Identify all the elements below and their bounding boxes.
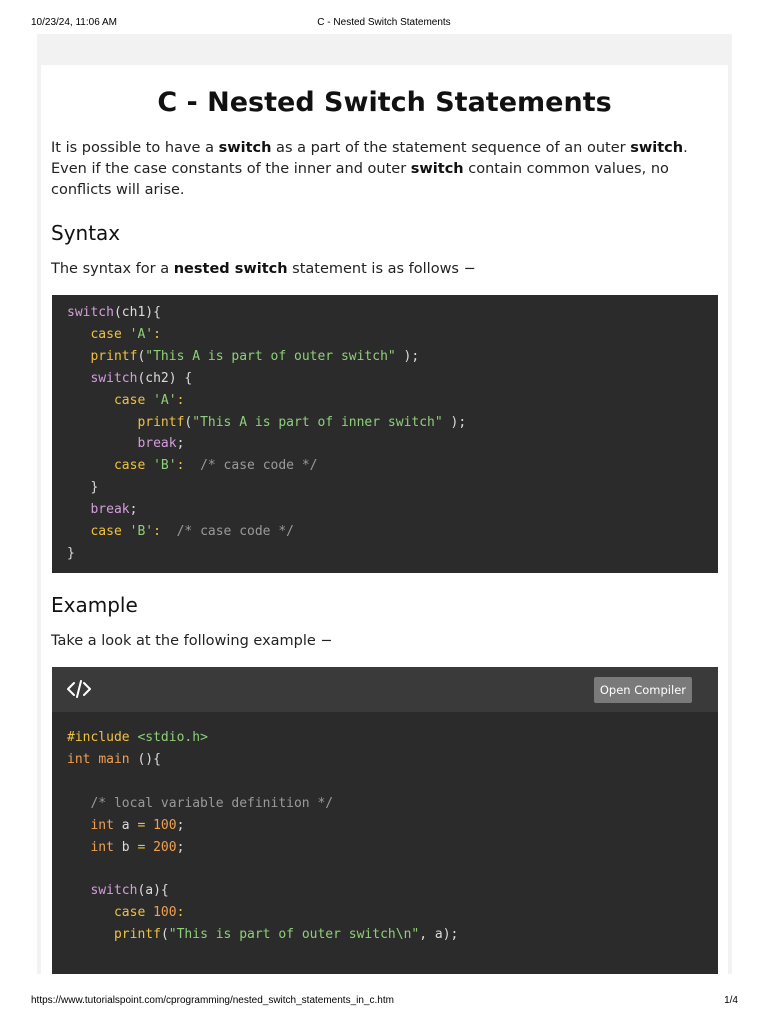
code-line: switch(ch2) { [90,370,193,386]
syntax-heading: Syntax [51,221,121,245]
example-code [52,712,718,946]
example-heading: Example [51,593,138,617]
open-compiler-button[interactable]: Open Compiler [594,677,692,703]
print-page-title: C - Nested Switch Statements [317,17,451,28]
code-line: int b = 200; [90,839,185,855]
code-toolbar [52,667,718,712]
code-brackets-icon [67,680,91,698]
code-line: int a = 100; [90,817,185,833]
code-line: printf("This A is part of inner switch" ); [137,414,467,430]
code-line: } [67,480,99,496]
code-line: switch(a){ [90,883,169,899]
syntax-code-block [52,295,718,573]
code-line: break; [90,502,138,518]
code-line: case 'B': /* case code */ [90,524,294,540]
article-card [41,65,728,974]
print-footer [0,995,768,1009]
code-line: case 'B': /* case code */ [113,458,318,474]
intro-paragraph: It is possible to have a switch as a part of the statement sequence of an outer switch. Even if the case constants of the inner and outer switch contain common values, no conflicts will arise. [51,140,688,198]
example-paragraph: Take a look at the following example − [51,633,333,649]
page-frame [37,34,732,974]
code-line: int main (){ [67,751,161,767]
code-line: switch(ch1){ [67,305,161,320]
syntax-code [52,295,718,565]
code-line: case 'A': [90,326,161,342]
code-line: } [67,545,75,561]
print-page-number: 1/4 [724,995,738,1006]
code-line: #include <stdio.h> [67,730,208,745]
code-line [67,858,718,880]
code-line: break; [137,436,185,452]
code-line: /* local variable definition */ [90,795,334,811]
code-line: case 'A': [113,392,185,408]
code-line: printf("This is part of outer switch\n", a); [113,927,459,943]
print-header [0,17,768,31]
page-title: C - Nested Switch Statements [157,87,612,118]
print-datetime: 10/23/24, 11:06 AM [31,17,117,28]
code-line [67,771,718,793]
code-line: printf("This A is part of outer switch" ); [90,348,420,364]
code-line: case 100: [113,905,185,921]
example-code-block [52,667,718,974]
print-url: https://www.tutorialspoint.com/cprogramming/nested_switch_statements_in_c.htm [31,995,394,1006]
syntax-paragraph: The syntax for a nested switch statement is as follows − [51,261,476,277]
